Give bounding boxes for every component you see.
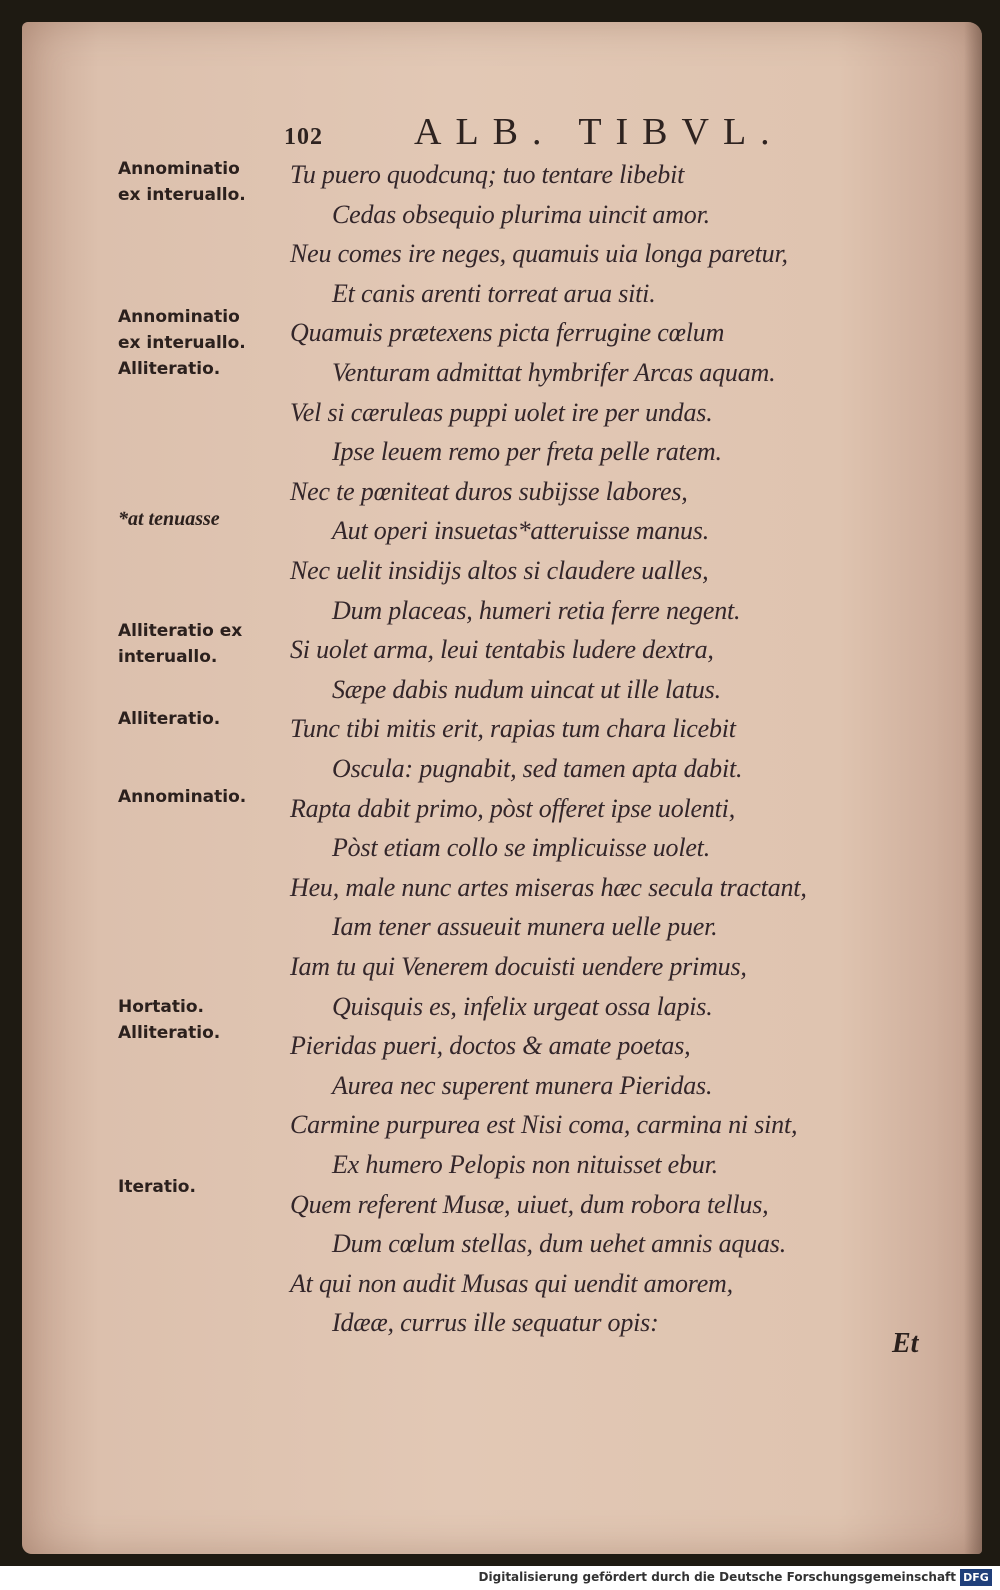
verse-line: At qui non audit Musas qui uendit amorem, [290, 1269, 733, 1298]
verse-line: Cedas obsequio plurima uincit amor. [332, 200, 710, 229]
verse-line: Nec te pœniteat duros subijsse labores, [290, 477, 688, 506]
verse-line: Iam tu qui Venerem docuisti uendere primus, [290, 952, 747, 981]
verse-line: Ipse leuem remo per freta pelle ratem. [332, 437, 722, 466]
verse-line: Ex humero Pelopis non nituisset ebur. [332, 1150, 718, 1179]
verse-line: Neu comes ire neges, quamuis uia longa paretur, [290, 239, 788, 268]
verse-line: Dum placeas, humeri retia ferre negent. [332, 596, 741, 625]
verse-line: Aurea nec superent munera Pieridas. [332, 1071, 713, 1100]
verse-line: Venturam admittat hymbrifer Arcas aquam. [332, 358, 776, 387]
verse-line: Carmine purpurea est Nisi coma, carmina ni sint, [290, 1110, 798, 1139]
margin-note: Alliteratio ex interuallo. [118, 621, 243, 667]
verse-block [22, 22, 982, 1554]
margin-note: Annominatio ex interuallo. Alliteratio. [118, 307, 246, 379]
verse-line: Aut operi insuetas*atteruisse manus. [332, 516, 710, 545]
margin-note: *at tenuasse [118, 508, 220, 530]
margin-note: Hortatio. Alliteratio. [118, 997, 221, 1043]
footer-bar [0, 1566, 1000, 1590]
verse-line: Heu, male nunc artes miseras hæc secula tractant, [290, 873, 807, 902]
verse-line: Nec uelit insidijs altos si claudere ualles, [290, 556, 709, 585]
dfg-logo: DFG [960, 1569, 992, 1586]
verse-line: Si uolet arma, leui tentabis ludere dextra, [290, 635, 714, 664]
page-number: 102 [284, 124, 323, 150]
verse-line: Tunc tibi mitis erit, rapias tum chara licebit [290, 714, 736, 743]
running-title: ALB. TIBVL. [414, 111, 784, 153]
verse-line: Et canis arenti torreat arua siti. [332, 279, 656, 308]
footer-credit: Digitalisierung gefördert durch die Deutsche Forschungsgemeinschaft [478, 1570, 956, 1584]
verse-line: Quisquis es, infelix urgeat ossa lapis. [332, 992, 713, 1021]
verse-line: Pieridas pueri, doctos & amate poetas, [290, 1031, 691, 1060]
verse-line: Sæpe dabis nudum uincat ut ille latus. [332, 675, 721, 704]
verse-line: Rapta dabit primo, pòst offeret ipse uolenti, [290, 794, 736, 823]
margin-note: Annominatio ex interuallo. [118, 159, 246, 205]
verse-line: Dum cœlum stellas, dum uehet amnis aquas. [332, 1229, 786, 1258]
verse-line: Quamuis prætexens picta ferrugine cœlum [290, 318, 725, 347]
verse-line: Oscula: pugnabit, sed tamen apta dabit. [332, 754, 743, 783]
verse-line: Vel si cæruleas puppi uolet ire per undas. [290, 398, 713, 427]
verse-line: Idææ, currus ille sequatur opis: [332, 1308, 659, 1337]
catchword: Et [892, 1328, 919, 1359]
verse-line: Tu puero quodcunq; tuo tentare libebit [290, 160, 685, 189]
verse-line: Iam tener assueuit munera uelle puer. [332, 912, 718, 941]
book-page [22, 22, 982, 1554]
margin-note: Alliteratio. [118, 709, 221, 729]
verse-line: Pòst etiam collo se implicuisse uolet. [332, 833, 711, 862]
margin-note: Iteratio. [118, 1177, 196, 1197]
margin-note: Annominatio. [118, 787, 247, 807]
verse-line: Quem referent Musæ, uiuet, dum robora tellus, [290, 1190, 769, 1219]
